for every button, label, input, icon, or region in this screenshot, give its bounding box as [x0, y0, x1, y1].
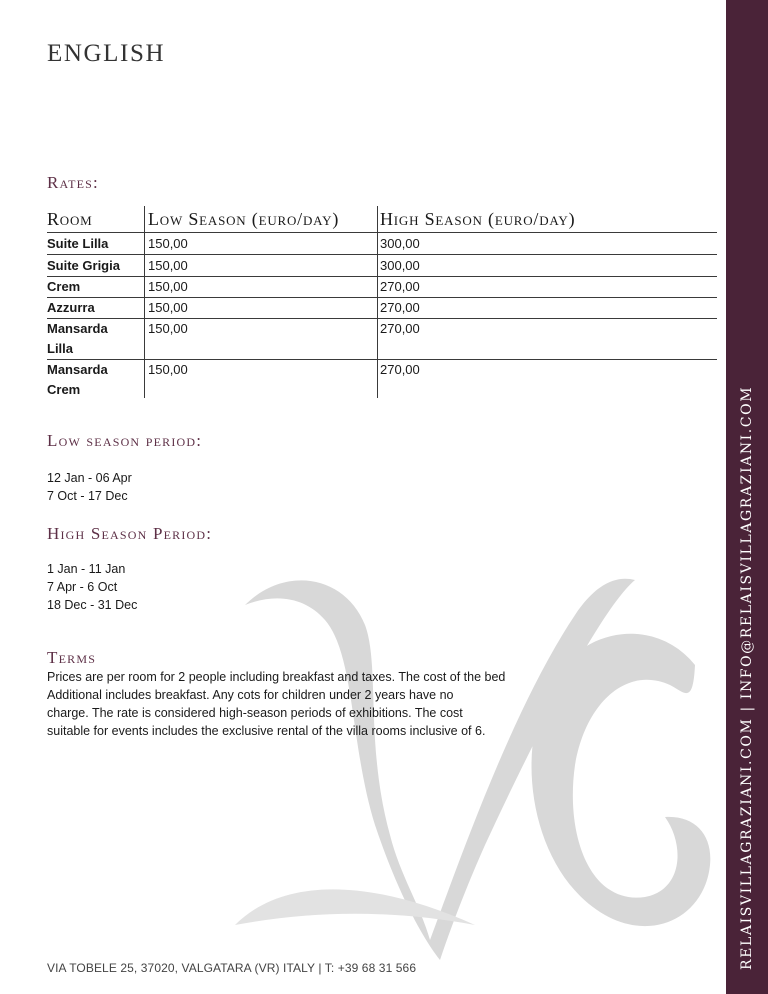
table-row: [47, 277, 717, 298]
high-season-price: 270,00: [380, 300, 420, 315]
low-season-periods: [47, 469, 132, 505]
table-row: [47, 255, 717, 277]
high-season-price: 300,00: [380, 236, 420, 251]
table-row: [47, 319, 717, 360]
high-season-periods: [47, 560, 137, 614]
period-line: 12 Jan - 06 Apr: [47, 471, 132, 485]
period-line: 1 Jan - 11 Jan: [47, 562, 126, 576]
column-header-high-season: High Season (euro/day): [380, 209, 576, 229]
period-line: 18 Dec - 31 Dec: [47, 598, 138, 612]
table-row: [47, 298, 717, 319]
room-name: Azzurra: [47, 300, 95, 315]
room-name: Mansarda Lilla: [47, 321, 108, 356]
table-header-row: [47, 206, 717, 233]
sidebar-contact-text: RELAISVILLAGRAZIANI.COM | INFO@RELAISVILLAGRAZIANI.COM: [739, 385, 755, 970]
vg-monogram-watermark: [215, 545, 715, 965]
room-name: Suite Grigia: [47, 258, 120, 273]
terms-paragraph: [47, 668, 557, 740]
period-line: 7 Oct - 17 Dec: [47, 489, 128, 503]
table-row: [47, 360, 717, 400]
terms-line: charge. The rate is considered high-season periods of exhibitions. The cost: [47, 706, 463, 720]
low-season-price: 150,00: [148, 300, 188, 315]
room-name: Suite Lilla: [47, 236, 109, 251]
low-season-heading: Low season period:: [47, 431, 203, 450]
low-season-price: 150,00: [148, 362, 188, 377]
page-title: ENGLISH: [47, 40, 166, 67]
terms-line: Prices are per room for 2 people including breakfast and taxes. The cost of the bed: [47, 670, 506, 684]
terms-line: suitable for events includes the exclusive rental of the villa rooms inclusive of 6.: [47, 724, 486, 738]
low-season-price: 150,00: [148, 236, 188, 251]
period-line: 7 Apr - 6 Oct: [47, 580, 118, 594]
high-season-price: 270,00: [380, 279, 420, 294]
column-header-room: Room: [47, 209, 93, 229]
low-season-price: 150,00: [148, 321, 188, 336]
room-name: Mansarda Crem: [47, 362, 108, 397]
table-row: [47, 233, 717, 255]
room-name: Crem: [47, 279, 81, 294]
high-season-price: 270,00: [380, 321, 420, 336]
terms-line: Additional includes breakfast. Any cots for children under 2 years have no: [47, 688, 454, 702]
rates-table: [47, 206, 717, 400]
column-header-low-season: Low Season (euro/day): [148, 209, 340, 229]
rates-heading: Rates:: [47, 173, 99, 192]
low-season-price: 150,00: [148, 279, 188, 294]
footer-address: VIA TOBELE 25, 37020, VALGATARA (VR) ITALY | T: +39 68 31 566: [47, 961, 417, 975]
high-season-heading: High Season Period:: [47, 524, 213, 543]
terms-heading: Terms: [47, 648, 97, 667]
high-season-price: 270,00: [380, 362, 420, 377]
low-season-price: 150,00: [148, 258, 188, 273]
high-season-price: 300,00: [380, 258, 420, 273]
